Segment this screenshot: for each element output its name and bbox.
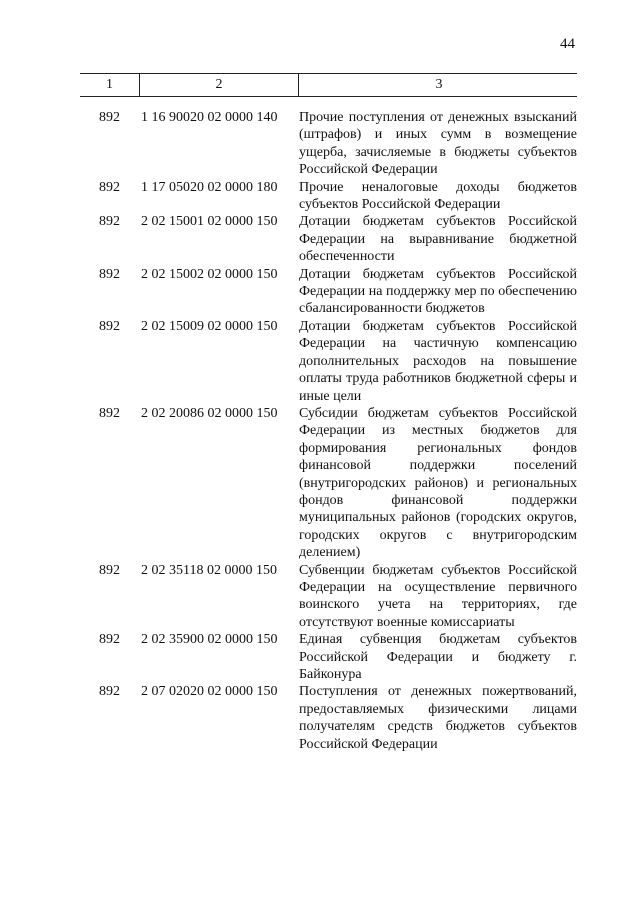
revenue-name: Прочие поступления от денежных взысканий (штрафов) и иных сумм в возмещение ущерба, зачисляемые в бюджеты субъектов Российской Федерации [299,110,577,178]
admin-code: 892 [99,632,120,648]
table-row [80,266,577,318]
page-number: 44 [560,36,575,52]
table-row [80,405,577,562]
header-col-2: 2 [139,74,298,96]
budget-table [80,73,577,753]
admin-code: 892 [99,110,120,125]
table-row [80,683,577,753]
revenue-name: Дотации бюджетам субъектов Российской Федерации на выравнивание бюджетной обеспеченности [299,214,577,265]
revenue-code: 2 02 15009 02 0000 150 [141,318,278,334]
revenue-code: 2 02 15001 02 0000 150 [141,214,278,230]
header-col-1: 1 [106,77,113,92]
admin-code: 892 [99,684,120,700]
revenue-code: 2 02 15002 02 0000 150 [141,266,278,282]
admin-code: 892 [99,318,120,334]
revenue-name: Прочие неналоговые доходы бюджетов субъектов Российской Федерации [299,179,577,213]
table-row [80,109,577,179]
revenue-name: Дотации бюджетам субъектов Российской Федерации на частичную компенсацию дополнительных расходов на повышение оплаты труда работников бюджетной сферы и иные цели [299,318,577,404]
revenue-code: 2 02 35900 02 0000 150 [141,632,278,648]
table-header [80,73,577,97]
revenue-code: 1 16 90020 02 0000 140 [141,110,278,125]
revenue-name: Субвенции бюджетам субъектов Российской Федерации на осуществление первичного воинского учета на территориях, где отсутствуют военные комиссариаты [299,562,577,630]
admin-code: 892 [99,179,120,195]
admin-code: 892 [99,405,120,421]
revenue-name: Единая субвенция бюджетам субъектов Российской Федерации и бюджету г. Байконура [299,632,577,682]
revenue-code: 2 02 35118 02 0000 150 [141,562,277,578]
table-row [80,631,577,683]
revenue-code: 2 02 20086 02 0000 150 [141,405,278,421]
revenue-code: 1 17 05020 02 0000 180 [141,179,278,195]
revenue-name: Дотации бюджетам субъектов Российской Федерации на поддержку мер по обеспечению сбалансированности бюджетов [299,266,577,317]
revenue-name: Субсидии бюджетам субъектов Российской Федерации из местных бюджетов для формирования региональных фондов финансовой поддержки поселений (внутригородских районов) и региональных фондов финансовой поддержки муниципальных районов (городских округов, городских округов с внутригородским делением) [299,405,577,561]
table-body [80,109,577,753]
admin-code: 892 [99,266,120,282]
revenue-code: 2 07 02020 02 0000 150 [141,684,278,700]
table-row [80,213,577,265]
table-row [80,179,577,214]
admin-code: 892 [99,214,120,230]
table-row [80,318,577,405]
admin-code: 892 [99,562,120,578]
header-col-3: 3 [298,74,579,96]
table-row [80,562,577,632]
revenue-name: Поступления от денежных пожертвований, предоставляемых физическими лицами получателям средств бюджетов субъектов Российской Федерации [299,684,577,752]
